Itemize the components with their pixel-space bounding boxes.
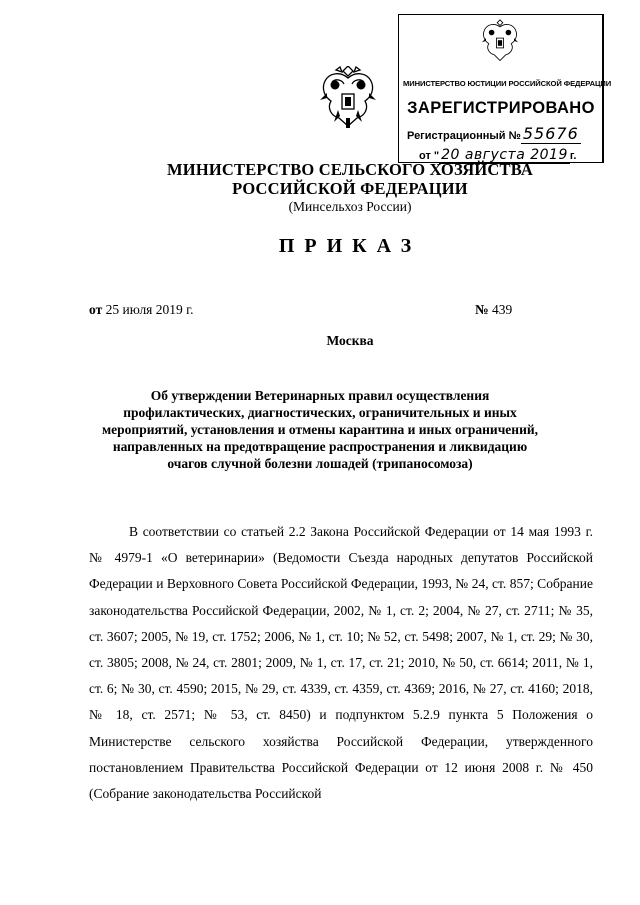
order-city: Москва <box>326 333 374 348</box>
ministry-name-line1: МИНИСТЕРСТВО СЕЛЬСКОГО ХОЗЯЙСТВА <box>167 160 533 179</box>
order-title: ПРИКАЗ <box>278 235 422 257</box>
stamp-registration-number-line <box>407 124 581 143</box>
order-subject <box>60 387 580 472</box>
order-date-label: от <box>89 302 103 317</box>
subject-line: профилактических, диагностических, ограничительных и иных <box>123 405 517 420</box>
ministry-name-line2: РОССИЙСКОЙ ФЕДЕРАЦИИ <box>232 179 468 198</box>
stamp-date-prefix: от " <box>419 150 440 162</box>
subject-line: мероприятий, установления и отмены карантина и иных ограничений, <box>101 422 539 437</box>
subject-line: очагов случной болезни лошадей (трипаносомоза) <box>167 456 473 471</box>
subject-line: Об утверждении Ветеринарных правил осуществления <box>150 388 490 403</box>
registration-stamp <box>398 14 612 163</box>
subject-line: направленных на предотвращение распространения и ликвидацию <box>112 439 528 454</box>
order-body-paragraph: В соответствии со статьей 2.2 Закона Российской Федерации от 14 мая 1993 г. № 4979-1 «О ветеринарии» (Ведомости Съезда народных депутатов Российской Федерации и Верховного Совета Российской Федерации, 1993, № 24, ст. 857; Собрание законодательства Российской Федерации, 2002, № 1, ст. 2; 2004, № 27, ст. 2711; № 35, ст. 3607; 2005, № 19, ст. 1752; 2006, № 1, ст. 10; № 52, ст. 5498; 2007, № 1, ст. 29; № 30, ст. 3805; 2008, № 24, ст. 2801; 2009, № 1, ст. 17, ст. 21; 2010, № 50, ст. 6614; 2011, № 1, ст. 6; № 30, ст. 4590; 2015, № 29, ст. 4339, ст. 4359, ст. 4369; 2016, № 27, ст. 4160; 2018, № 18, ст. 2571; № 53, ст. 8450) и подпунктом 5.2.9 пункта 5 Положения о Министерстве сельского хозяйства Российской Федерации, утвержденного постановлением Правительства Российской Федерации от 12 июня 2008 г. № 450 (Собрание законодательства Российской <box>89 524 593 802</box>
stamp-registration-number: 55676 <box>522 124 579 143</box>
order-number-label: № <box>475 302 489 317</box>
coat-of-arms-icon <box>318 66 378 132</box>
order-number <box>475 302 512 318</box>
order-date <box>89 302 194 318</box>
ministry-name <box>140 160 560 198</box>
stamp-registration-label: Регистрационный № <box>407 130 521 142</box>
stamp-ministry-label: МИНИСТЕРСТВО ЮСТИЦИИ РОССИЙСКОЙ ФЕДЕРАЦИИ <box>403 79 612 88</box>
ministry-short-name: (Минсельхоз России) <box>288 199 412 214</box>
stamp-date-value: 20 августа 2019 <box>441 147 568 163</box>
stamp-registered-label: ЗАРЕГИСТРИРОВАНО <box>407 99 595 117</box>
order-number-value: 439 <box>491 302 513 317</box>
stamp-date-suffix: г. <box>569 150 577 162</box>
order-date-value: 25 июля 2019 г. <box>105 302 194 317</box>
stamp-coat-of-arms-icon <box>479 19 521 67</box>
